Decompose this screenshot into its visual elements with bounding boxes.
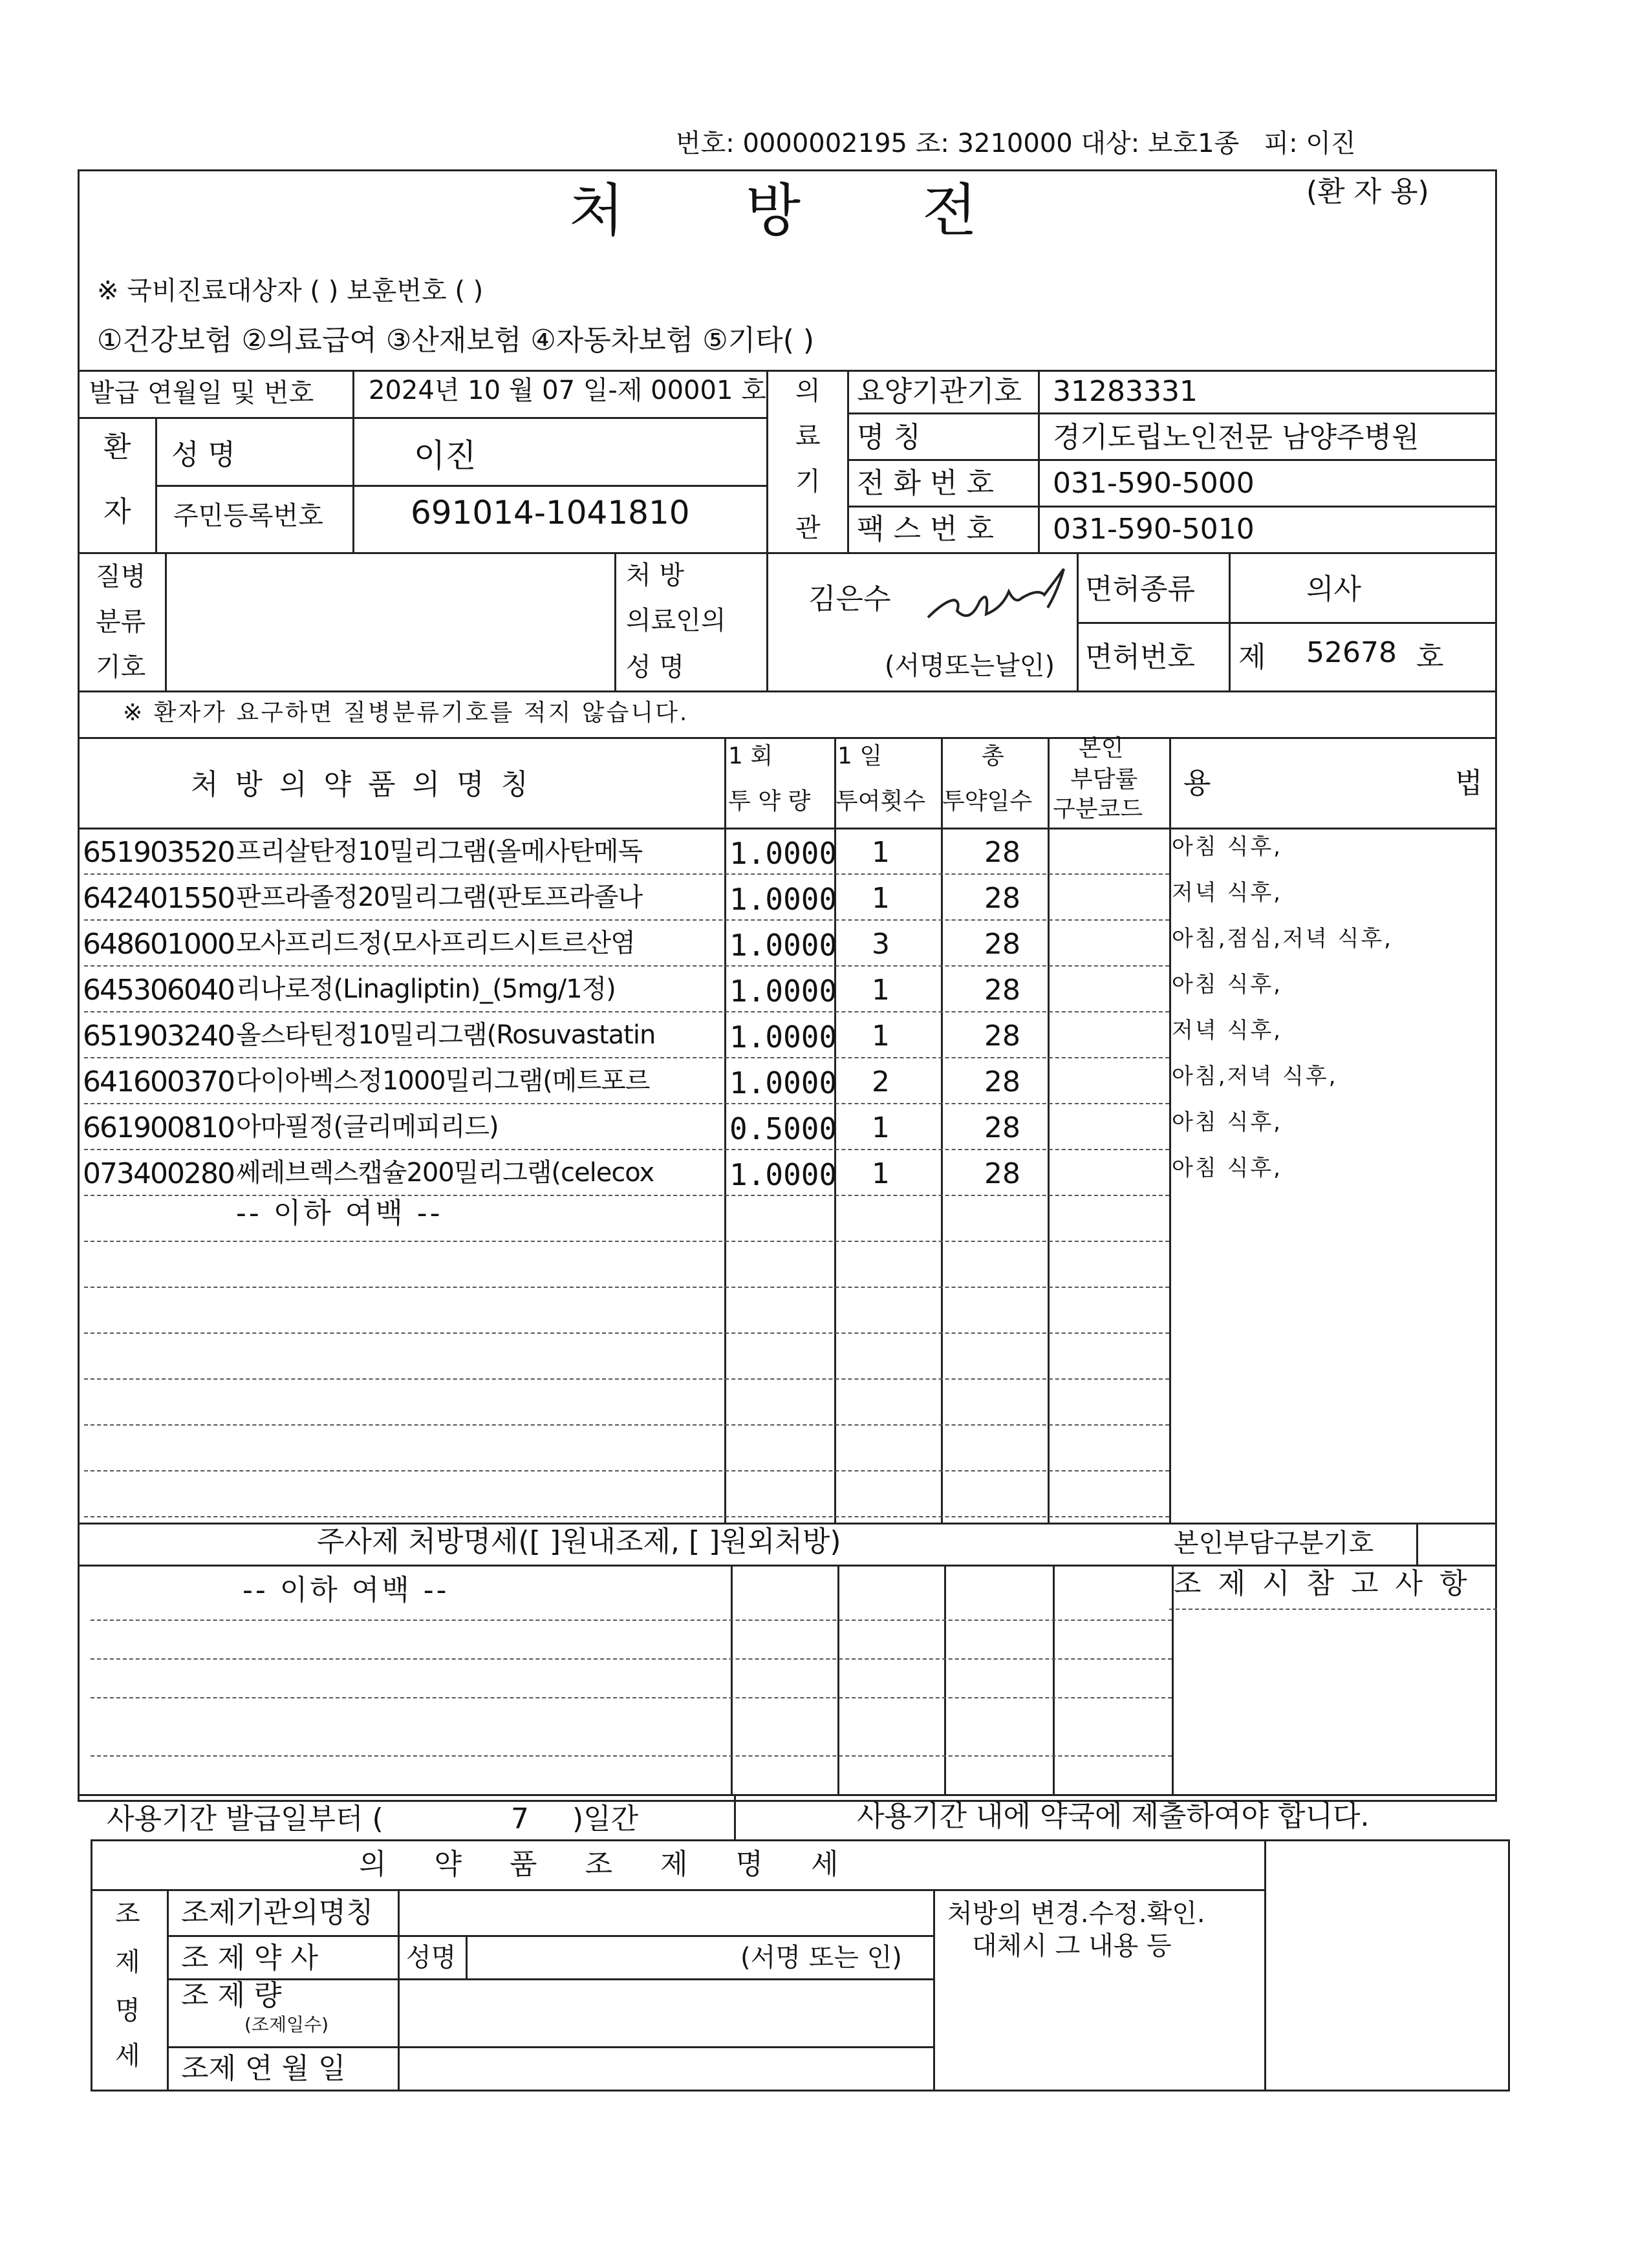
institution-phone-label: 전 화 번 호 — [857, 467, 994, 500]
drug-code: 651903240 — [83, 1020, 234, 1053]
drug-total-days: 28 — [984, 1065, 1020, 1098]
drug-usage: 아침,저녁 식후, — [1172, 1064, 1338, 1089]
dispensing-title: 의 약 품 조 제 명 세 — [359, 1848, 858, 1881]
institution-fax: 031-590-5010 — [1053, 513, 1255, 546]
drug-total-days: 28 — [984, 1111, 1020, 1144]
drug-dose: 1.0000 — [729, 836, 837, 871]
issue-date-label: 발급 연월일 및 번호 — [89, 378, 314, 408]
drug-dose: 1.0000 — [729, 1065, 837, 1100]
change-note: 대체시 그 내용 등 — [972, 1931, 1172, 1961]
daily-count-header: 투여횟수 — [835, 788, 926, 815]
patient-id-label: 주민등록번호 — [173, 501, 323, 531]
drug-total-days: 28 — [984, 1157, 1020, 1190]
institution-code-label: 요양기관기호 — [857, 375, 1022, 408]
drug-usage: 아침,점심,저녁 식후, — [1172, 926, 1393, 952]
drug-name: 아마필정(글리메피리드) — [236, 1112, 499, 1142]
usage-header: 용 — [1183, 767, 1211, 800]
institution-section-label: 기 — [795, 467, 821, 497]
drug-code: 642401550 — [83, 882, 234, 915]
prescriber-signature — [925, 562, 1073, 634]
drug-daily-count: 1 — [872, 974, 890, 1007]
row-divider — [84, 1241, 1169, 1242]
dispensing-side-label: 조 — [115, 1899, 140, 1929]
change-note: 처방의 변경.수정.확인. — [947, 1899, 1205, 1929]
license-number-label: 면허번호 — [1085, 641, 1196, 674]
patient-name-label: 성 명 — [171, 438, 235, 471]
usage-header: 법 — [1455, 767, 1483, 800]
drug-name: 다이아벡스정1000밀리그램(메트포르 — [236, 1066, 650, 1096]
drug-name-header: 처 방 의 약 품 의 명 칭 — [191, 768, 532, 801]
disease-code-note: ※ 환자가 요구하면 질병분류기호를 적지 않습니다. — [123, 700, 689, 726]
patient-section-label: 자 — [103, 495, 131, 528]
dose-header: 1 회 — [728, 743, 773, 769]
disease-code-label: 기호 — [96, 652, 146, 682]
license-suffix: 호 — [1416, 641, 1444, 674]
row-divider — [84, 919, 1169, 921]
signature-note: (서명또는날인) — [885, 651, 1055, 681]
drug-usage: 아침 식후, — [1172, 1155, 1282, 1181]
drug-total-days: 28 — [984, 928, 1020, 961]
drug-usage: 아침 식후, — [1172, 1109, 1282, 1135]
national-support-line: ※ 국비진료대상자 ( ) 보훈번호 ( ) — [97, 276, 484, 306]
institution-section-label: 의 — [795, 376, 821, 406]
drug-dose: 1.0000 — [729, 1020, 837, 1054]
disease-code-label: 질병 — [96, 562, 146, 592]
row-divider — [84, 1378, 1169, 1380]
drug-daily-count: 2 — [872, 1065, 890, 1098]
drug-code: 641600370 — [83, 1065, 234, 1098]
institution-section-label: 관 — [795, 513, 821, 543]
license-type-label: 면허종류 — [1085, 573, 1196, 606]
row-divider — [84, 1011, 1169, 1012]
drug-usage: 저녁 식후, — [1172, 1018, 1282, 1043]
drug-name: 쎄레브렉스캡슐200밀리그램(celecox — [236, 1158, 654, 1188]
prescriber-label: 처 방 — [626, 561, 684, 590]
dispensing-date-label: 조제 연 월 일 — [181, 2052, 346, 2085]
dose-header: 투 약 량 — [728, 788, 811, 815]
row-divider — [84, 1332, 1169, 1334]
usage-period-suffix: )일간 — [572, 1803, 639, 1835]
dispensing-note-label: 조 제 시 참 고 사 항 — [1174, 1567, 1471, 1600]
drug-dose: 0.5000 — [729, 1111, 837, 1146]
blank-below-marker: -- 이하 여백 -- — [236, 1197, 443, 1230]
drug-total-days: 28 — [984, 974, 1020, 1007]
prescriber-label: 성 명 — [626, 652, 684, 682]
drug-code: 661900810 — [83, 1111, 234, 1144]
row-divider — [84, 1424, 1169, 1426]
row-divider — [84, 965, 1169, 967]
patient-section-label: 환 — [103, 431, 131, 464]
drug-dose: 1.0000 — [729, 928, 837, 963]
drug-name: 프리살탄정10밀리그램(올메사탄메독 — [236, 837, 643, 866]
drug-dose: 1.0000 — [729, 1157, 837, 1192]
prescription-meta-line: 번호: 0000002195 조: 3210000 대상: 보호1종 피: 이진 — [676, 129, 1356, 158]
patient-id-number: 691014-1041810 — [411, 494, 690, 531]
row-divider — [84, 1103, 1169, 1104]
usage-period-days: 7 — [511, 1803, 529, 1835]
dispensing-days-label: (조제일수) — [244, 2014, 329, 2035]
dispensing-side-label: 제 — [115, 1947, 140, 1977]
pharmacist-name-label: 성명 — [406, 1943, 457, 1973]
prescriber-label: 의료인의 — [626, 606, 726, 636]
dispensing-side-label: 세 — [115, 2041, 140, 2071]
institution-name: 경기도립노인전문 남양주병원 — [1053, 421, 1419, 454]
submit-note: 사용기간 내에 약국에 제출하여야 합니다. — [857, 1800, 1370, 1833]
drug-daily-count: 3 — [872, 928, 890, 961]
drug-daily-count: 1 — [872, 1020, 890, 1053]
copay-code-header: 구분코드 — [1053, 796, 1143, 822]
drug-name: 모사프리드정(모사프리드시트르산염 — [236, 928, 635, 958]
drug-usage: 저녁 식후, — [1172, 880, 1282, 906]
issue-date-value: 2024년 10 월 07 일-제 00001 호 — [369, 376, 766, 405]
drug-daily-count: 1 — [872, 1157, 890, 1190]
license-prefix: 제 — [1238, 641, 1266, 674]
form-title: 처 방 전 — [569, 177, 1029, 244]
drug-total-days: 28 — [984, 836, 1020, 869]
total-days-header: 투약일수 — [942, 788, 1033, 815]
row-divider — [84, 873, 1169, 875]
pharmacist-sign-note: (서명 또는 인) — [740, 1943, 902, 1973]
license-number: 52678 — [1306, 636, 1397, 669]
copay-code-header: 부담률 — [1070, 766, 1138, 793]
drug-dose: 1.0000 — [729, 974, 837, 1009]
institution-name-label: 명 칭 — [857, 421, 921, 454]
drug-usage: 아침 식후, — [1172, 834, 1282, 860]
total-days-header: 총 — [982, 743, 1004, 769]
drug-code: 648601000 — [83, 928, 234, 961]
prescriber-name: 김은수 — [808, 583, 891, 615]
disease-code-label: 분류 — [96, 607, 146, 637]
row-divider — [84, 1470, 1169, 1471]
drug-usage: 아침 식후, — [1172, 972, 1282, 998]
pharmacy-name-label: 조제기관의명칭 — [181, 1896, 374, 1929]
dispensing-side-label: 명 — [115, 1996, 140, 2026]
drug-daily-count: 1 — [872, 836, 890, 869]
drug-name: 판프라졸정20밀리그램(판토프라졸나 — [236, 883, 643, 912]
row-divider — [84, 1516, 1169, 1517]
copay-code-header: 본인 — [1079, 735, 1124, 762]
row-divider — [84, 1149, 1169, 1150]
drug-code: 645306040 — [83, 974, 234, 1007]
injection-header: 주사제 처방명세([ ]원내조제, [ ]원외처방) — [317, 1525, 841, 1558]
drug-code: 651903520 — [83, 836, 234, 869]
drug-daily-count: 1 — [872, 1111, 890, 1144]
injection-blank-marker: -- 이하 여백 -- — [242, 1574, 449, 1607]
dispensing-amount-label: 조 제 량 — [181, 1979, 282, 2012]
institution-phone: 031-590-5000 — [1053, 467, 1255, 500]
institution-fax-label: 팩 스 번 호 — [857, 513, 994, 546]
license-type: 의사 — [1306, 573, 1362, 606]
row-divider — [84, 1287, 1169, 1288]
drug-name: 올스타틴정10밀리그램(Rosuvastatin — [236, 1020, 656, 1050]
copay-symbol-label: 본인부담구분기호 — [1174, 1528, 1374, 1558]
row-divider — [84, 1057, 1169, 1058]
usage-period-prefix: 사용기간 발급일부터 ( — [107, 1803, 383, 1835]
institution-code: 31283331 — [1053, 375, 1198, 408]
pharmacist-label: 조 제 약 사 — [181, 1942, 318, 1974]
drug-daily-count: 1 — [872, 882, 890, 915]
drug-dose: 1.0000 — [729, 882, 837, 917]
copy-type-label: (환 자 용) — [1306, 175, 1429, 208]
row-divider — [84, 1195, 1169, 1196]
drug-code: 073400280 — [83, 1157, 234, 1190]
institution-section-label: 료 — [795, 422, 821, 451]
drug-total-days: 28 — [984, 1020, 1020, 1053]
drug-total-days: 28 — [984, 882, 1020, 915]
patient-name: 이진 — [414, 437, 477, 475]
daily-count-header: 1 일 — [837, 743, 883, 769]
drug-name: 리나로정(Linagliptin)_(5mg/1정) — [236, 974, 616, 1004]
insurance-type-options: ①건강보험 ②의료급여 ③산재보험 ④자동차보험 ⑤기타( ) — [97, 324, 815, 357]
